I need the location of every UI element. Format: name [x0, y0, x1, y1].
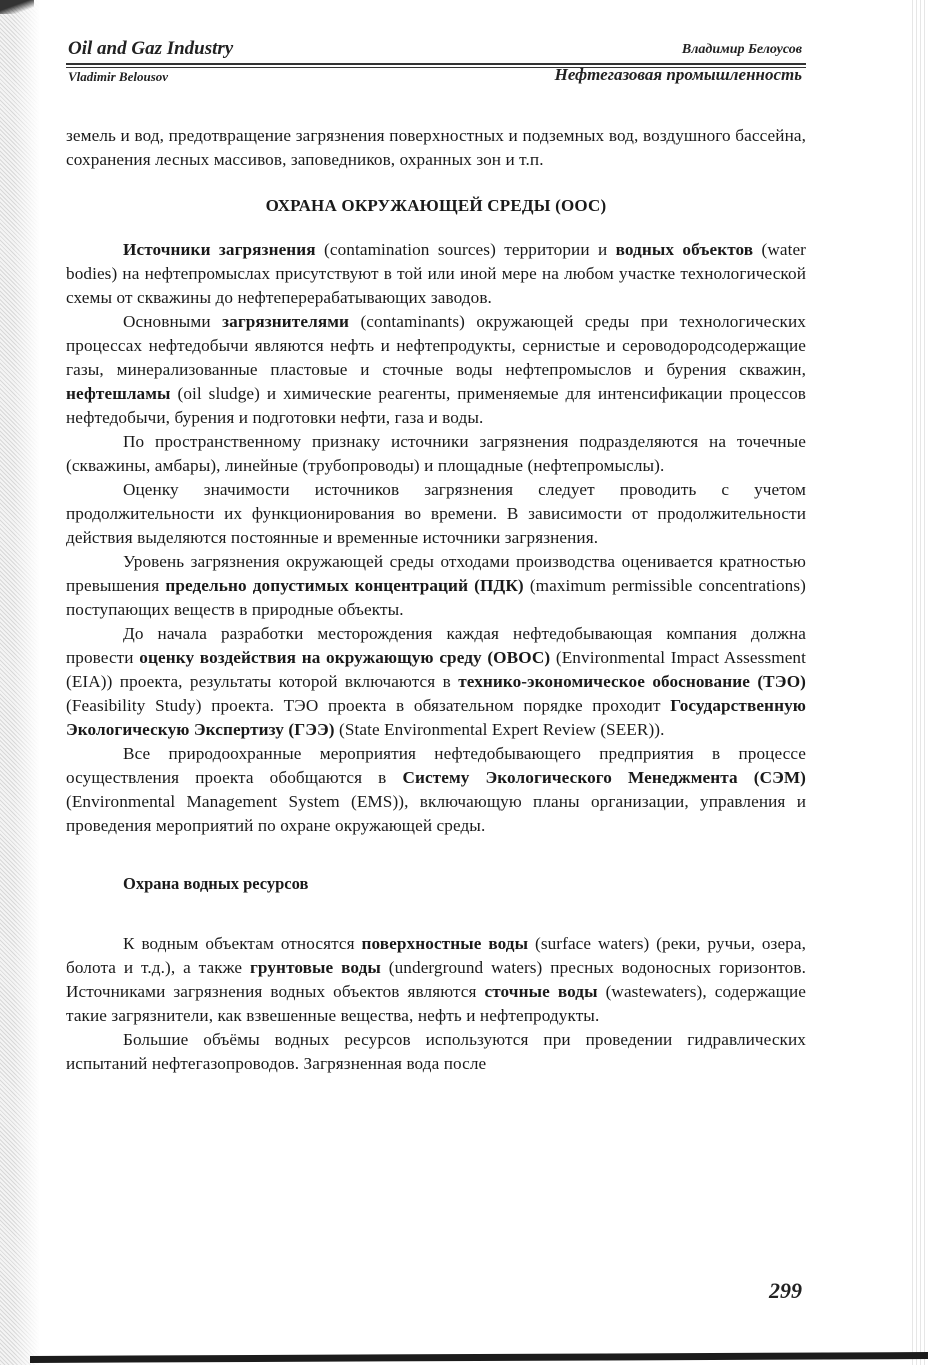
text-span: (Environmental Impact Assessment (EIA)) проекта, результаты которой включаются в [66, 648, 806, 691]
term-contamination-sources: Источники загрязнения [123, 240, 316, 259]
term-ems: Систему Экологического Менеджмента (СЭМ) [402, 768, 807, 787]
page-number: 299 [769, 1278, 802, 1303]
subsection-title: Охрана водных ресурсов [123, 874, 309, 893]
term-surface-waters: поверхностные воды [361, 934, 529, 953]
text-span: (contamination sources) территории и [315, 240, 616, 259]
text-span: (Environmental Management System (EMS)), включающую планы организации, управления и проведения мероприятий по охране окружающей среды. [66, 792, 806, 835]
text-span: (contaminants) окружающей среды при технологических процессах нефтедобычи являются нефть и нефтепродукты, сернистые и сероводородсодержащие газы, минерализованные пластовые и сточные воды нефтепромыслов и бурения скважин, [66, 312, 806, 379]
scan-shadow-bottom [30, 1352, 928, 1363]
scan-shadow-left [0, 0, 40, 1365]
text-span: До начала разработки месторождения каждая нефтедобывающая компания должна провести [66, 624, 806, 667]
term-wastewaters: сточные воды [484, 982, 598, 1001]
paragraph-eia [66, 622, 806, 742]
term-state-expert-review: Государственную Экологическую Экспертизу (ГЭЭ) [66, 696, 806, 739]
intro-paragraph: земель и вод, предотвращение загрязнения поверхностных и подземных вод, воздушного бассейна, сохранения лесных массивов, заповедников, охранных зон и т.п. [66, 126, 806, 169]
term-underground-waters: грунтовые воды [250, 958, 381, 977]
paragraph-water-bodies [66, 932, 806, 1028]
paragraph-spatial-classification: По пространственному признаку источники загрязнения подразделяются на точечные (скважины, амбары), линейные (трубопроводы) и площадные (нефтепромыслы). [66, 432, 806, 475]
page-body [66, 124, 806, 1076]
header-book-title-ru: Нефтегазовая промышленность [554, 65, 802, 84]
text-span: (wastewaters), содержащие такие загрязнители, как взвешенные вещества, нефть и нефтепродукты. [66, 982, 807, 1025]
scan-corner [0, 0, 34, 14]
paragraph-contaminants [66, 310, 806, 430]
text-span: (State Environmental Expert Review (SEER)). [334, 720, 665, 739]
paragraph-ems [66, 742, 806, 838]
text-span: Все природоохранные мероприятия нефтедобывающего предприятия в процессе осуществления проекта обобщаются в [66, 744, 806, 787]
header-book-title-en: Oil and Gaz Industry [68, 38, 234, 59]
book-page [66, 32, 807, 1303]
term-eia: оценку воздействия на окружающую среду (ОВОС) [139, 648, 551, 667]
paragraph-contamination-sources [66, 238, 806, 310]
term-feasibility-study: технико-экономическое обоснование (ТЭО) [458, 672, 806, 691]
text-span: (maximum permissible concentrations) поступающих веществ в природные объекты. [66, 576, 806, 619]
header-author-en: Vladimir Belousov [68, 69, 169, 84]
text-span: (oil sludge) и химические реагенты, применяемые для интенсификации процессов нефтедобычи, бурения и подготовки нефти, газа и воды. [66, 384, 806, 427]
text-span: (Feasibility Study) проекта. ТЭО проекта в обязательном порядке проходит [66, 696, 671, 715]
text-span: Основными [123, 312, 223, 331]
paragraph-pollution-level [66, 550, 806, 622]
text-span: (surface waters) (реки, ручьи, озера, болота и т.д.), а также [66, 934, 806, 977]
term-oil-sludge: нефтешламы [66, 384, 171, 403]
text-span: (underground waters) пресных водоносных горизонтов. Источниками загрязнения водных объектов являются [66, 958, 806, 1001]
section-title: ОХРАНА ОКРУЖАЮЩЕЙ СРЕДЫ (ООС) [265, 196, 607, 215]
term-mpc: предельно допустимых концентраций (ПДК) [165, 576, 524, 595]
header-author-ru: Владимир Белоусов [681, 42, 802, 57]
paragraph-hydraulic-tests: Большие объёмы водных ресурсов используются при проведении гидравлических испытаний нефтегазопроводов. Загрязненная вода после [66, 1030, 806, 1073]
term-water-bodies: водных объектов [615, 240, 754, 259]
scan-shadow-right [912, 0, 928, 1365]
text-span: Уровень загрязнения окружающей среды отходами производства оценивается кратностью превышения [66, 552, 806, 595]
term-contaminants: загрязнителями [222, 312, 350, 331]
running-header [66, 32, 806, 92]
text-span: (water bodies) на нефтепромыслах присутствуют в той или иной мере на любом участке технологической схемы от скважины до нефтеперерабатывающих заводов. [66, 240, 806, 307]
text-span: К водным объектам относятся [123, 934, 362, 953]
paragraph-significance-assessment: Оценку значимости источников загрязнения следует проводить с учетом продолжительности их функционирования во времени. В зависимости от продолжительности действия выделяются постоянные и временные источники загрязнения. [66, 480, 806, 547]
